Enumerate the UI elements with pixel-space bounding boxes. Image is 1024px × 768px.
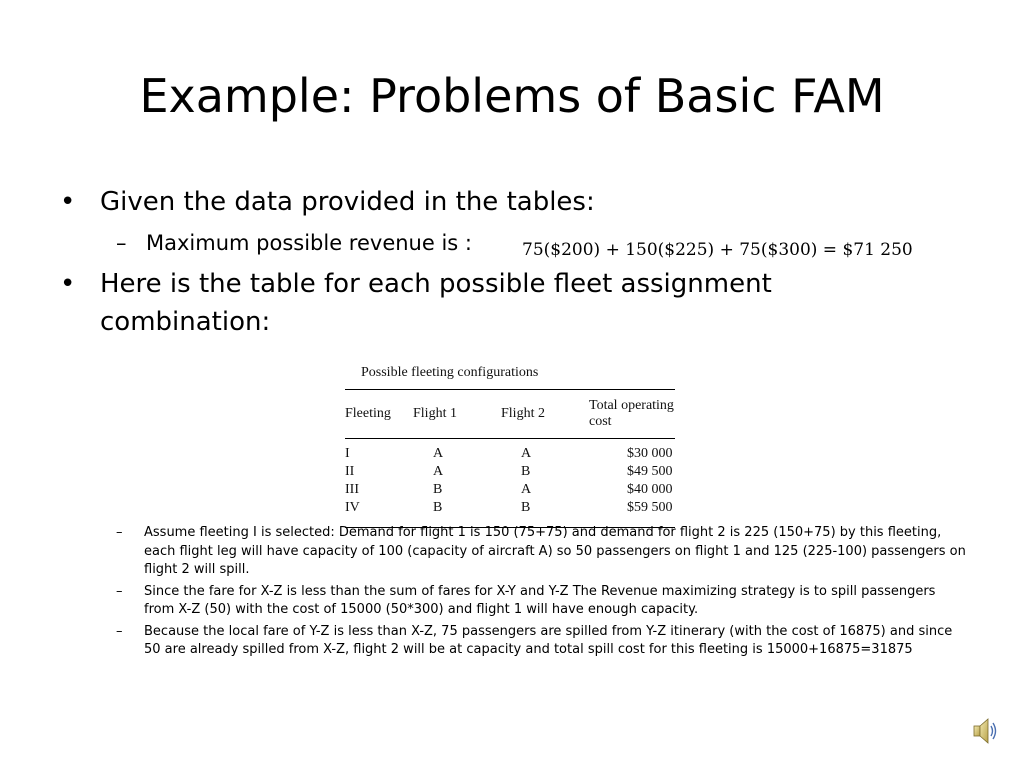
table-cell: A: [433, 446, 444, 461]
speaker-icon[interactable]: [972, 714, 998, 748]
bullet-1: [60, 183, 860, 221]
bullet-text: Given the data provided in the tables:: [100, 187, 595, 217]
table-cell: B: [433, 482, 443, 497]
table-cell: $49 500: [627, 464, 673, 479]
bullet-marker: •: [60, 269, 76, 299]
table-cell: A: [521, 482, 532, 497]
fleeting-configurations-table: [345, 389, 675, 528]
note-marker: –: [116, 623, 123, 639]
sub-bullet: [116, 229, 472, 257]
table-cell: B: [413, 499, 501, 528]
note-item: [116, 583, 966, 620]
note-item: [116, 524, 966, 580]
sub-bullet-marker: –: [116, 231, 127, 255]
table-row: [345, 439, 675, 464]
note-marker: –: [116, 525, 123, 540]
table-cell: $30 000: [627, 446, 673, 461]
table-cell: A: [433, 464, 444, 479]
table-cell: $40 000: [627, 482, 673, 497]
table-cell: B: [501, 499, 589, 528]
fleeting-table: [345, 365, 675, 528]
table-caption: Possible fleeting configurations: [361, 365, 539, 380]
revenue-formula: 75($200) + 150($225) + 75($300) = $71 250: [522, 240, 913, 260]
table-cell: A: [521, 446, 532, 461]
column-header: Flight 2: [501, 390, 589, 439]
table-row: [345, 463, 675, 481]
notes-list: [116, 524, 966, 663]
table-cell: IV: [345, 499, 413, 528]
column-header: Total operating cost: [589, 390, 675, 439]
table-cell: I: [345, 446, 350, 461]
table-row: [345, 481, 675, 499]
column-header: Flight 1: [413, 390, 501, 439]
note-text: Because the local fare of Y-Z is less than X-Z, 75 passengers are spilled from Y-Z itinerary (with the cost of 16875) and since 50 are already spilled from X-Z, flight 2 will be at capacity and total spill cost for this fleeting is 15000+16875=31875: [144, 623, 953, 657]
bullet-text: Here is the table for each possible fleet assignment combination:: [100, 269, 772, 337]
table-cell: III: [345, 482, 359, 497]
note-marker: –: [116, 583, 123, 599]
sub-bullet-text: Maximum possible revenue is :: [146, 231, 472, 255]
note-text: Since the fare for X-Z is less than the sum of fares for X-Y and Y-Z The Revenue maximizing strategy is to spill passengers from X-Z (50) with the cost of 15000 (50*300) and flight 1 will have enough capacity.: [144, 583, 936, 617]
note-item: [116, 623, 966, 660]
bullet-2: [60, 265, 860, 341]
table-cell: B: [521, 464, 531, 479]
note-text: Assume fleeting I is selected: Demand for flight 1 is 150 (75+75) and demand for flight 2 is 225 (150+75) by this fleeting, each flight leg will have capacity of 100 (capacity of aircraft A) so 50 passengers on flight 1 and 125 (225-100) passengers on flight 2 will spill.: [144, 525, 966, 577]
table-header-row: [345, 390, 675, 439]
table-cell: $59 500: [589, 499, 675, 528]
bullet-marker: •: [60, 187, 76, 217]
column-header: Fleeting: [345, 390, 413, 439]
slide-title: Example: Problems of Basic FAM: [139, 69, 885, 123]
table-cell: II: [345, 464, 355, 479]
